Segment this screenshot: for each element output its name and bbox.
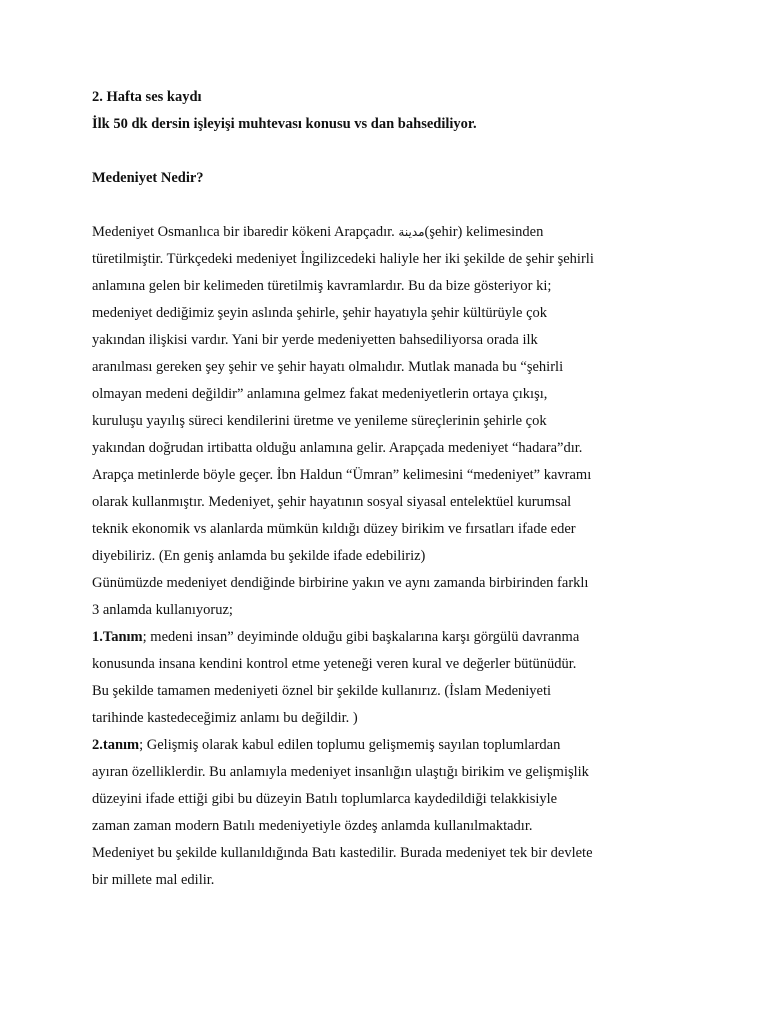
definition-label: 1.Tanım xyxy=(92,629,143,645)
intro-note: İlk 50 dk dersin işleyişi muhtevası konusu vs dan bahsediliyor. xyxy=(92,116,477,132)
text-line: konusunda insana kendini kontrol etme yeteneği veren kural ve değerler bütünüdür. xyxy=(92,656,577,672)
text-line: 3 anlamda kullanıyoruz; xyxy=(92,602,233,618)
text-line: Günümüzde medeniyet dendiğinde birbirine yakın ve aynı zamanda birbirinden farklı xyxy=(92,575,589,591)
text-line: Bu şekilde tamamen medeniyeti öznel bir şekilde kullanırız. (İslam Medeniyeti xyxy=(92,683,552,699)
definition-label: 2.tanım xyxy=(92,737,140,753)
text-line: yakından doğrudan irtibatta olduğu anlamına gelir. Arapçada medeniyet “hadara”dır. xyxy=(92,440,583,456)
definition-2 xyxy=(92,732,692,894)
text-line: yakından ilişkisi vardır. Yani bir yerde medeniyetten bahsediliyorsa orada ilk xyxy=(92,332,538,348)
text-line: anlamına gelen bir kelimeden türetilmiş kavramlardır. Bu da bize gösteriyor ki; xyxy=(92,278,552,294)
text-line: diyebiliriz. (En geniş anlamda bu şekilde ifade edebiliriz) xyxy=(92,548,426,564)
text-segment: ; medeni insan” deyiminde olduğu gibi başkalarına karşı görgülü davranma xyxy=(142,629,580,645)
text-line: Arapça metinlerde böyle geçer. İbn Haldun “Ümran” kelimesini “medeniyet” kavramı xyxy=(92,467,592,483)
text-segment: Medeniyet Osmanlıca bir ibaredir kökeni Arapçadır. xyxy=(92,224,399,240)
text-line: zaman zaman modern Batılı medeniyetiyle özdeş anlamda kullanılmaktadır. xyxy=(92,818,533,834)
section-title: Medeniyet Nedir? xyxy=(92,170,204,186)
text-segment: ; Gelişmiş olarak kabul edilen toplumu gelişmemiş sayılan toplumlardan xyxy=(139,737,561,753)
text-line: olarak kullanmıştır. Medeniyet, şehir hayatının sosyal siyasal entelektüel kurumsal xyxy=(92,494,572,510)
text-line: ayıran özelliklerdir. Bu anlamıyla medeniyet insanlığın ulaştığı birikim ve gelişmişlik xyxy=(92,764,589,780)
text-line: düzeyini ifade ettiği gibi bu düzeyin Batılı toplumlarca kaydedildiği telakkisiyle xyxy=(92,791,558,807)
definition-1 xyxy=(92,624,692,732)
text-line: medeniyet dediğimiz şeyin aslında şehirle, şehir hayatıyla şehir kültürüyle çok xyxy=(92,305,548,321)
text-line: bir millete mal edilir. xyxy=(92,872,215,888)
text-line: olmayan medeni değildir” anlamına gelmez fakat medeniyetlerin ortaya çıkışı, xyxy=(92,386,548,402)
document-page xyxy=(92,84,692,894)
text-line: Medeniyet bu şekilde kullanıldığında Batı kastedilir. Burada medeniyet tek bir devlete xyxy=(92,845,593,861)
paragraph-medeniyet xyxy=(92,219,692,624)
spacer xyxy=(92,192,692,219)
spacer xyxy=(92,138,692,165)
arabic-word: مدينة xyxy=(398,225,425,239)
text-line xyxy=(92,732,692,759)
text-line: teknik ekonomik vs alanlarda mümkün kıldığı düzey birikim ve fırsatları ifade eder xyxy=(92,521,576,537)
text-line: kuruluşu yayılış süreci kendilerini üretme ve yenileme süreçlerinin şehirle çok xyxy=(92,413,547,429)
text-line xyxy=(92,219,692,246)
text-segment: (şehir) kelimesinden xyxy=(424,224,544,240)
text-line: türetilmiştir. Türkçedeki medeniyet İngilizcedeki haliyle her iki şekilde de şehir şehirli xyxy=(92,251,594,267)
text-line: aranılması gereken şey şehir ve şehir hayatı olmalıdır. Mutlak manada bu “şehirli xyxy=(92,359,564,375)
text-line: tarihinde kastedeceğimiz anlamı bu değildir. ) xyxy=(92,710,358,726)
week-title: 2. Hafta ses kaydı xyxy=(92,89,202,105)
text-line xyxy=(92,624,692,651)
